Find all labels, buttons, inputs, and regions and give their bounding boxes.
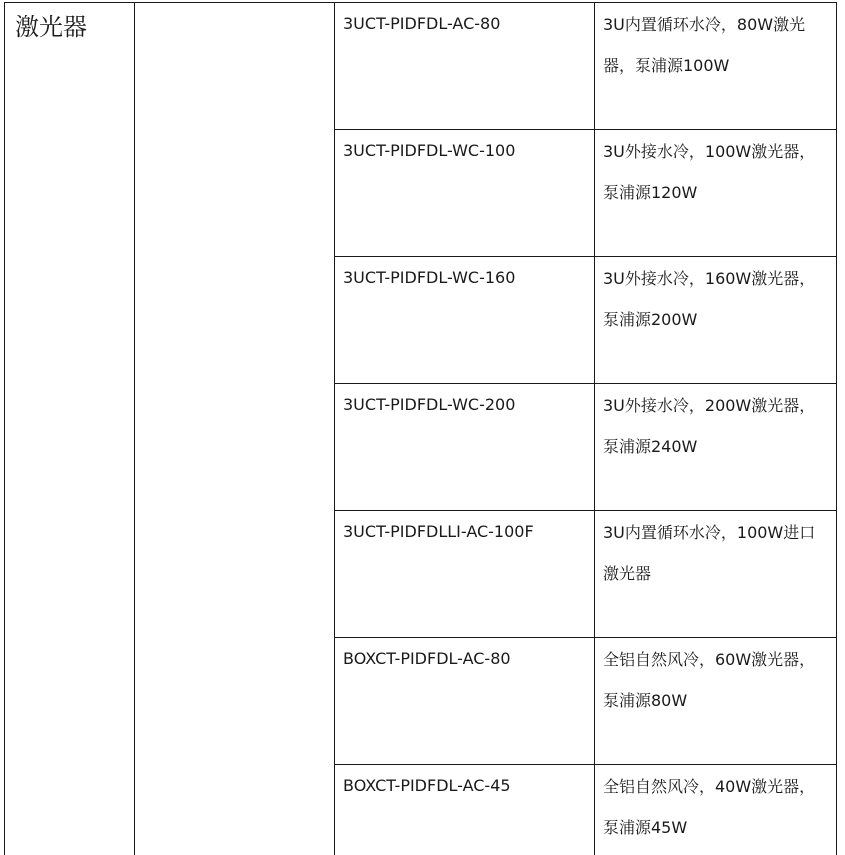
- model-description: 3U内置循环水冷，80W激光器，泵浦源100W: [595, 4, 836, 86]
- table-row: [5, 3, 837, 130]
- description-cell: [595, 3, 837, 130]
- model-number: 3UCT-PIDFDL-WC-160: [335, 257, 594, 290]
- subcategory-cell: [135, 3, 335, 855]
- model-cell: [335, 511, 595, 638]
- category-label: 激光器: [5, 11, 134, 43]
- model-cell: [335, 3, 595, 130]
- model-number: 3UCT-PIDFDL-AC-80: [335, 3, 594, 36]
- model-number: BOXCT-PIDFDL-AC-45: [335, 765, 594, 798]
- model-description: 全铝自然风冷，40W激光器，泵浦源45W: [595, 766, 836, 848]
- model-cell: [335, 130, 595, 257]
- model-number: 3UCT-PIDFDL-WC-100: [335, 130, 594, 163]
- model-description: 3U外接水冷，100W激光器，泵浦源120W: [595, 131, 836, 213]
- model-cell: [335, 765, 595, 855]
- model-number: 3UCT-PIDFDL-WC-200: [335, 384, 594, 417]
- model-number: 3UCT-PIDFDLLI-AC-100F: [335, 511, 594, 544]
- model-description: 3U内置循环水冷，100W进口激光器: [595, 512, 836, 594]
- model-description: 3U外接水冷，160W激光器，泵浦源200W: [595, 258, 836, 340]
- description-cell: [595, 257, 837, 384]
- model-number: BOXCT-PIDFDL-AC-80: [335, 638, 594, 671]
- description-cell: [595, 130, 837, 257]
- model-description: 3U外接水冷，200W激光器，泵浦源240W: [595, 385, 836, 467]
- description-cell: [595, 384, 837, 511]
- product-spec-table: [4, 2, 837, 855]
- model-cell: [335, 384, 595, 511]
- description-cell: [595, 638, 837, 765]
- model-description: 全铝自然风冷，60W激光器，泵浦源80W: [595, 639, 836, 721]
- category-cell: [5, 3, 135, 855]
- description-cell: [595, 765, 837, 855]
- model-cell: [335, 257, 595, 384]
- description-cell: [595, 511, 837, 638]
- model-cell: [335, 638, 595, 765]
